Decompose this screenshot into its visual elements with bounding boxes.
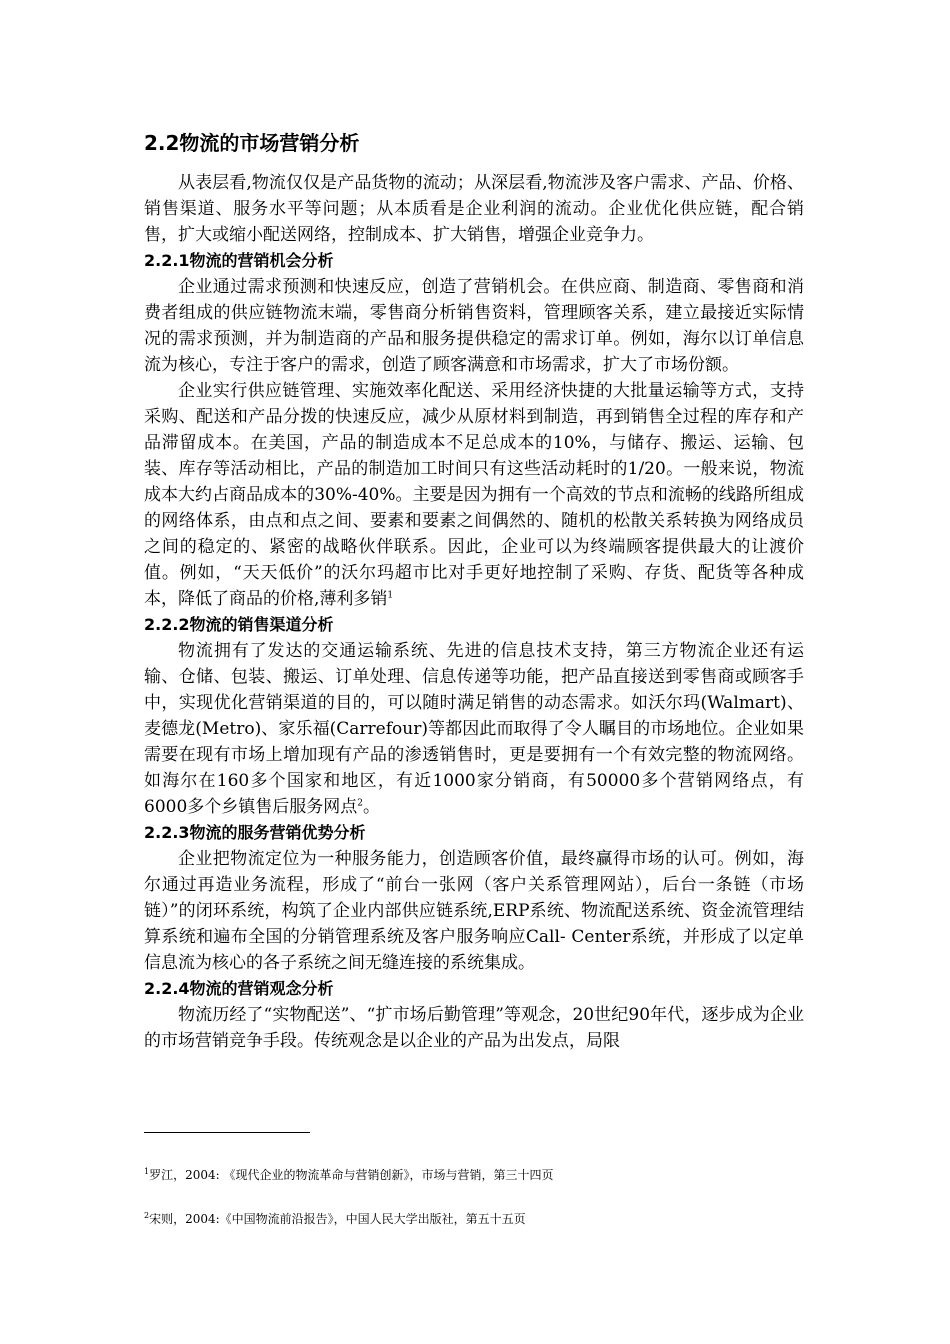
footnote-2 bbox=[144, 1210, 526, 1228]
paragraph-end-punct: 。 bbox=[363, 797, 380, 817]
paragraph-2-2-2 bbox=[144, 638, 804, 820]
footnote-mark: 1 bbox=[144, 1167, 150, 1176]
body-content bbox=[144, 128, 804, 1054]
paragraph-2-2-1-b bbox=[144, 378, 804, 612]
footnote-mark: 2 bbox=[144, 1211, 150, 1220]
paragraph-text: 物流拥有了发达的交通运输系统、先进的信息技术支持，第三方物流企业还有运输、仓储、包装、搬运、订单处理、信息传递等功能，把产品直接送到零售商或顾客手中，实现优化营销渠道的目的，可以随时满足销售的动态需求。如沃尔玛(Walmart)、麦德龙(Metro)、家乐福(Carrefour)等都因此而取得了令人瞩目的市场地位。企业如果需要在现有市场上增加现有产品的渗透销售时，更是要拥有一个有效完整的物流网络。如海尔在160多个国家和地区，有近1000家分销商，有50000多个营销网络点，有6000多个乡镇售后服务网点 bbox=[144, 641, 804, 817]
paragraph-2-2-1-a: 企业通过需求预测和快速反应，创造了营销机会。在供应商、制造商、零售商和消费者组成的供应链物流末端，零售商分析销售资料，管理顾客关系，建立最接近实际情况的需求预测，并为制造商的产品和服务提供稳定的需求订单。例如，海尔以订单信息流为核心，专注于客户的需求，创造了顾客满意和市场需求，扩大了市场份额。 bbox=[144, 277, 804, 375]
intro-paragraph: 从表层看,物流仅仅是产品货物的流动；从深层看,物流涉及客户需求、产品、价格、销售渠道、服务水平等问题；从本质看是企业利润的流动。企业优化供应链，配合销售，扩大或缩小配送网络，控制成本、扩大销售，增强企业竞争力。 bbox=[144, 173, 804, 245]
footnote-1 bbox=[144, 1166, 554, 1184]
subsection-title-2-2-2: 2.2.2物流的销售渠道分析 bbox=[144, 615, 334, 634]
subsection-title-2-2-4: 2.2.4物流的营销观念分析 bbox=[144, 979, 334, 998]
paragraph-text: 企业实行供应链管理、实施效率化配送、采用经济快捷的大批量运输等方式，支持采购、配送和产品分拨的快速反应，减少从原材料到制造，再到销售全过程的库存和产品滞留成本。在美国，产品的制造成本不足总成本的10%，与储存、搬运、运输、包装、库存等活动相比，产品的制造加工时间只有这些活动耗时的1/20。一般来说，物流成本大约占商品成本的30%-40%。主要是因为拥有一个高效的节点和流畅的线路所组成的网络体系，由点和点之间、要素和要素之间偶然的、随机的松散关系转换为网络成员之间的稳定的、紧密的战略伙伴联系。因此，企业可以为终端顾客提供最大的让渡价值。例如，“天天低价”的沃尔玛超市比对手更好地控制了采购、存货、配货等各种成本，降低了商品的价格,薄利多销 bbox=[144, 381, 804, 609]
footnote-ref-1[interactable]: 1 bbox=[387, 590, 394, 601]
footnote-ref-2[interactable]: 2 bbox=[357, 798, 363, 809]
section-title: 2.2物流的市场营销分析 bbox=[144, 131, 360, 155]
subsection-title-2-2-1: 2.2.1物流的营销机会分析 bbox=[144, 251, 334, 270]
subsection-title-2-2-3: 2.2.3物流的服务营销优势分析 bbox=[144, 823, 366, 842]
paragraph-2-2-3: 企业把物流定位为一种服务能力，创造顾客价值，最终赢得市场的认可。例如，海尔通过再造业务流程，形成了“前台一张网（客户关系管理网站），后台一条链（市场链）”的闭环系统，构筑了企业内部供应链系统,ERP系统、物流配送系统、资金流管理结算系统和遍布全国的分销管理系统及客户服务响应Call- Center系统，并形成了以定单信息流为核心的各子系统之间无缝连接的系统集成。 bbox=[144, 849, 804, 973]
footnote-separator bbox=[144, 1132, 310, 1133]
footnote-text: 宋则，2004:《中国物流前沿报告》，中国人民大学出版社，第五十五页 bbox=[149, 1212, 526, 1226]
footnote-text: 罗江，2004: 《现代企业的物流革命与营销创新》，市场与营销，第三十四页 bbox=[149, 1168, 554, 1182]
paragraph-2-2-4: 物流历经了“实物配送”、“扩市场后勤管理”等观念，20世纪90年代，逐步成为企业的市场营销竞争手段。传统观念是以企业的产品为出发点，局限 bbox=[144, 1005, 804, 1051]
